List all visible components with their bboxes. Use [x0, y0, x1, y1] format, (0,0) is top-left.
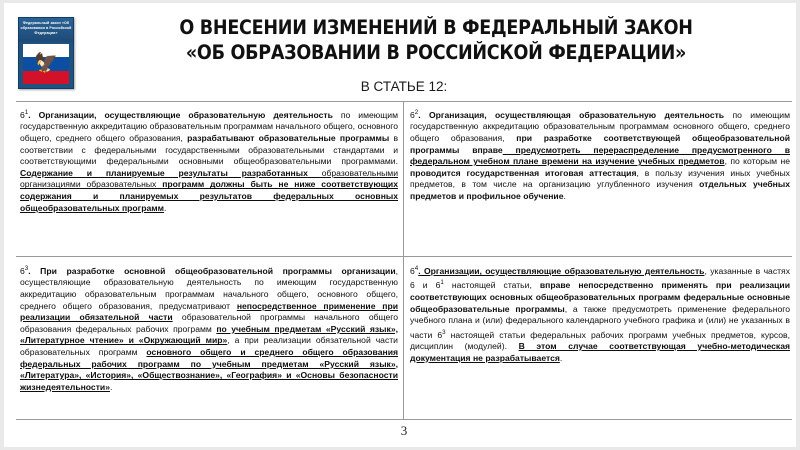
clause-6-2-bold-2: при разработке соответствующей общеобразовательной программы вправе [410, 133, 791, 155]
table-cell-part-6-1 [20, 107, 398, 214]
clause-6-4-plain-2b: настоящей статьи федеральных рабочих программ учебных предметов, курсов, дисциплин (модулей). [410, 329, 790, 352]
coat-of-arms-icon: 🦅 [34, 53, 58, 74]
table-cell-part-6-4 [410, 263, 790, 364]
clause-6-3-plain-2: образовательной программы начального общего образования федеральных рабочих программ [20, 312, 398, 334]
clause-6-3-plain-1: , осуществляющие образовательную деятельность по имеющим государственную аккредитацию образовательным программам начального общего, основного общего, среднего общего образования, предусматривают [20, 265, 398, 311]
clause-6-2-plain-1: по имеющим государственную аккредитацию образовательным программам основного общего, среднего общего образования, [410, 109, 790, 144]
clause-6-3-underline-bold-2: по учебным предметам «Русский язык», «Литературное чтение» и «Окружающий мир» [20, 323, 398, 346]
clause-6-1-underline-bold-2: программ должны быть не ниже соответствующих содержания и планируемых результатов федеральных основных общеобразовательных программ [20, 179, 398, 213]
clause-6-1-plain-1: по имеющим государственную аккредитацию образовательным программам начального общего, основного общего, среднего общего образования, [20, 109, 398, 144]
clause-6-3-plain-3: , а при реализации обязательной части образовательных программ [20, 335, 398, 358]
clause-6-4-sup-1: 1 [440, 279, 444, 287]
clause-6-4-underline-bold-lead: . Организации, осуществляющие образовательную деятельность [418, 265, 705, 276]
clause-6-1-plain-2: в соответствии с федеральными государственными образовательными стандартами и соответствующими федеральными основными общеобразовательными программами. [20, 133, 399, 167]
clause-6-2-underline-bold-1: предусмотреть перераспределение предусмотренного в федеральном учебном плане времени на изучение учебных предметов [410, 144, 790, 167]
clause-6-1-underline-bold-1: Содержание и планируемые результаты разработанных [20, 167, 308, 178]
table-rule-vertical-bottom [403, 257, 404, 419]
clause-6-4-underline-bold-2: В этом случае соответствующая учебно-методическая документация не разрабатывается [410, 341, 790, 363]
clause-6-2-tail: . [563, 191, 566, 202]
clause-6-4-plain-1b: настоящей статьи, [443, 280, 540, 291]
clause-6-3-underline-bold-3: основного общего и среднего общего образования федеральных рабочих программ по учебным предметам «Русский язык», «Литература», «История», «Обществознание», «География» и «Основы безопасности жизнедеятельности» [20, 347, 398, 392]
clause-6-2-bold-4: отдельных учебных предметов и профильное обучение [410, 179, 790, 202]
clause-number-6-3: $6^3$ [20, 265, 29, 276]
article-subtitle: В СТАТЬЕ 12: [360, 79, 448, 94]
title-line-2: «ОБ ОБРАЗОВАНИИ В РОССИЙСКОЙ ФЕДЕРАЦИИ» [185, 41, 687, 64]
book-cover-caption: Федеральный закон «Об образовании в Российской Федерации» [19, 18, 73, 42]
clause-number-6-4: $6^4$ [410, 265, 419, 276]
table-rule-middle [16, 256, 792, 257]
clause-6-2-bold-3: проводится государственная итоговая аттестация [410, 167, 637, 178]
clause-6-4-sup-2: 3 [442, 328, 446, 336]
clause-number-6-1: $6^1$ [20, 109, 29, 120]
page-number: 3 [400, 423, 408, 438]
clause-6-1-bold-2: разрабатывают образовательные программы [187, 133, 390, 144]
clause-number-6-2: $6^2$ [410, 109, 419, 120]
table-rule-bottom [16, 419, 792, 420]
clause-6-4-plain-2: , а также предусмотреть применение федерального учебного плана и (или) федерального календарного учебного графика и (или) не указанных в части 6 [410, 303, 790, 340]
table-cell-part-6-2 [410, 107, 790, 203]
clause-6-3-underline-bold-1: непосредственное применение при реализации обязательной части [20, 300, 398, 323]
title-line-1: О ВНЕСЕНИИ ИЗМЕНЕНИЙ В ФЕДЕРАЛЬНЫЙ ЗАКОН [179, 16, 693, 39]
table-cell-part-6-3 [20, 263, 398, 393]
clause-6-1-tail: . [163, 202, 167, 213]
slide-header [4, 9, 800, 81]
page-title [78, 15, 794, 65]
amendments-table [14, 101, 794, 431]
clause-6-2-plain-2: , по которым не [724, 156, 790, 167]
clause-6-3-bold-lead: . При разработке основной общеобразовательной программы организации [28, 265, 396, 276]
clause-6-4-bold-2: вправе непосредственно применять при реализации соответствующих основных общеобразовательных программ федеральные основные общеобразовательные программы [410, 280, 790, 314]
clause-6-1-underline-plain-1: образовательными организациями образовательных [20, 167, 398, 190]
clause-6-2-plain-3: , в пользу изучения иных учебных предметов, в том числе на организацию углубленного изучения [410, 167, 790, 190]
table-rule-top [16, 101, 792, 102]
clause-6-1-bold-lead: . Организации, осуществляющие образовательную деятельность [28, 109, 333, 120]
clause-6-3-tail: . [109, 381, 113, 392]
clause-6-2-bold-lead: . Организация, осуществляющая образовательную деятельность [418, 109, 725, 120]
table-rule-vertical-top [403, 102, 404, 256]
clause-6-4-tail: . [559, 352, 563, 363]
clause-6-4-plain-1: , указанные в частях 6 и 6 [410, 265, 791, 291]
